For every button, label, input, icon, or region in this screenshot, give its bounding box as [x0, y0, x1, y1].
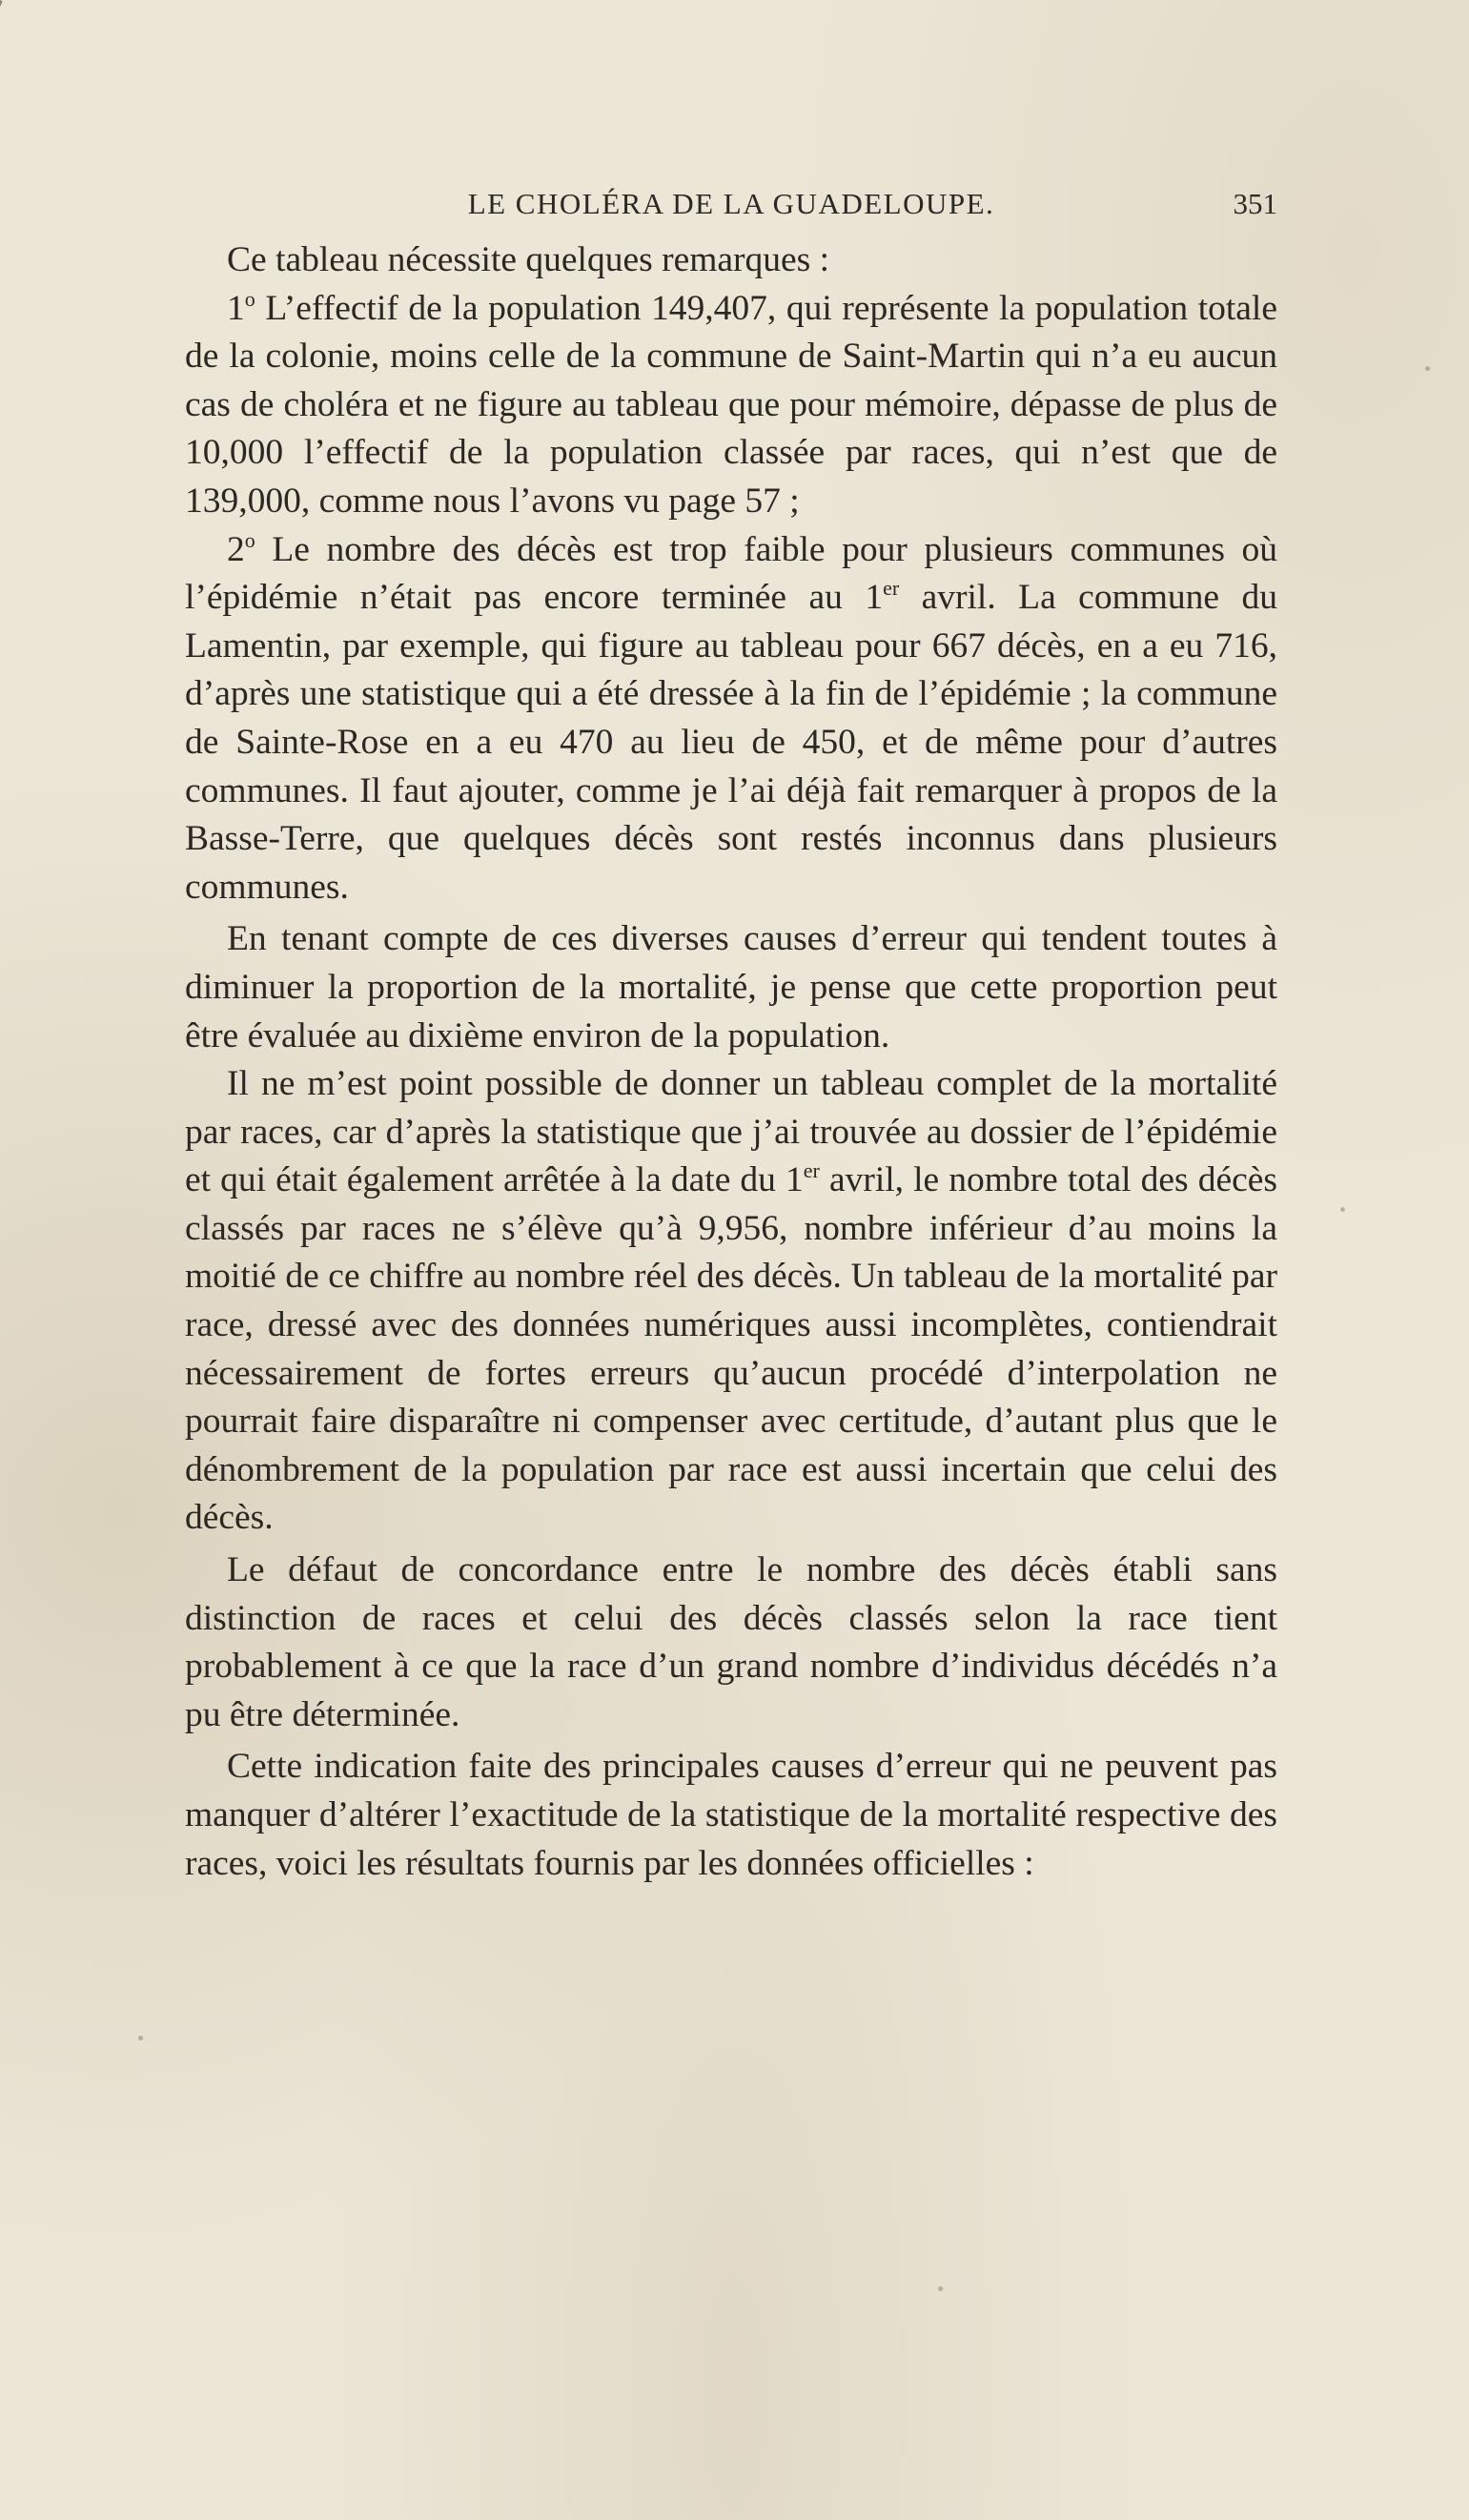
paragraph-text: Ce tableau nécessite quelques remarques : [227, 240, 830, 279]
paragraph-text: avril. La commune du Lamentin, par exemple, qui figure au tableau pour 667 décès, en a eu 716, d’après une statistique qui a été dressée à la fin de l’épidémie ; la commune de Sainte-Rose en a eu 470 au lieu de 450, et de même pour d’autres communes. Il faut ajouter, comme je l’ai déjà fait remarquer à propos de la Basse-Terre, que quelques décès sont restés inconnus dans plusieurs communes. [185, 578, 1277, 907]
page-header [185, 187, 1277, 229]
paragraph-text: Cette indication faite des principales causes d’erreur qui ne peuvent pas manquer d’altérer l’exactitude de la statistique de la mortalité respective des races, voici les résultats fournis par les données officielles : [185, 1747, 1277, 1883]
paragraph-text: Le défaut de concordance entre le nombre des décès établi sans distinction de races et celui des décès classés selon la race tient probablement à ce que la race d’un grand nombre d’individus décédés n’a pu être déterminée. [185, 1550, 1277, 1734]
paper-speck [938, 2286, 943, 2291]
page-corner-mark [0, 0, 14, 41]
paragraph [185, 236, 1277, 285]
superscript: o [244, 286, 255, 311]
paragraph-text: 1 [227, 288, 245, 328]
paragraph [185, 915, 1277, 1060]
paragraph [185, 285, 1277, 526]
paragraph-text: L’effectif de la population 149,407, qui représente la population totale de la colonie, moins celle de la commune de Saint-Martin qui n’a eu aucun cas de choléra et ne figure au tableau que pour mémoire, dépasse de plus de 10,000 l’effectif de la population classée par races, qui n’est que de 139,000, comme nous l’avons vu page 57 ; [185, 288, 1277, 521]
paragraph-text: Le nombre des décès est trop faible pour plusieurs communes où l’épidémie n’était pas encore terminée au 1 [185, 529, 1277, 618]
body-text [185, 236, 1277, 1888]
paper-speck [1425, 366, 1430, 371]
paragraph-text: En tenant compte de ces diverses causes d’erreur qui tendent toutes à diminuer la proportion de la mortalité, je pense que cette proportion peut être évaluée au dixième environ de la population. [185, 919, 1277, 1055]
paragraph [185, 1547, 1277, 1739]
paragraph [185, 1743, 1277, 1888]
paragraph [185, 526, 1277, 912]
paragraph-text: avril, le nombre total des décès classés par races ne s’élève qu’à 9,956, nombre inférieur d’au moins la moitié de ce chiffre au nombre réel des décès. Un tableau de la mortalité par race, dressé avec des données numériques aussi incomplètes, contiendrait nécessairement de fortes erreurs qu’aucun procédé d’interpolation ne pourrait faire disparaître ni compenser avec certitude, d’autant plus que le dénombrement de la population par race est aussi incertain que celui des décès. [185, 1160, 1277, 1538]
paragraph-text: 2 [227, 529, 245, 569]
superscript: er [803, 1158, 820, 1183]
paper-speck [138, 2036, 143, 2040]
running-title: LE CHOLÉRA DE LA GUADELOUPE. [467, 187, 995, 220]
paper-speck [1340, 1207, 1345, 1212]
page-number: 351 [1233, 187, 1277, 220]
paragraph [185, 1060, 1277, 1543]
superscript: o [244, 527, 255, 552]
superscript: er [883, 576, 900, 601]
paragraph-text: Il ne m’est point possible de donner un tableau complet de la mortalité par races, car d’après la statistique que j’ai trouvée au dossier de l’épidémie et qui était également arrêtée à la date du 1 [185, 1064, 1277, 1200]
